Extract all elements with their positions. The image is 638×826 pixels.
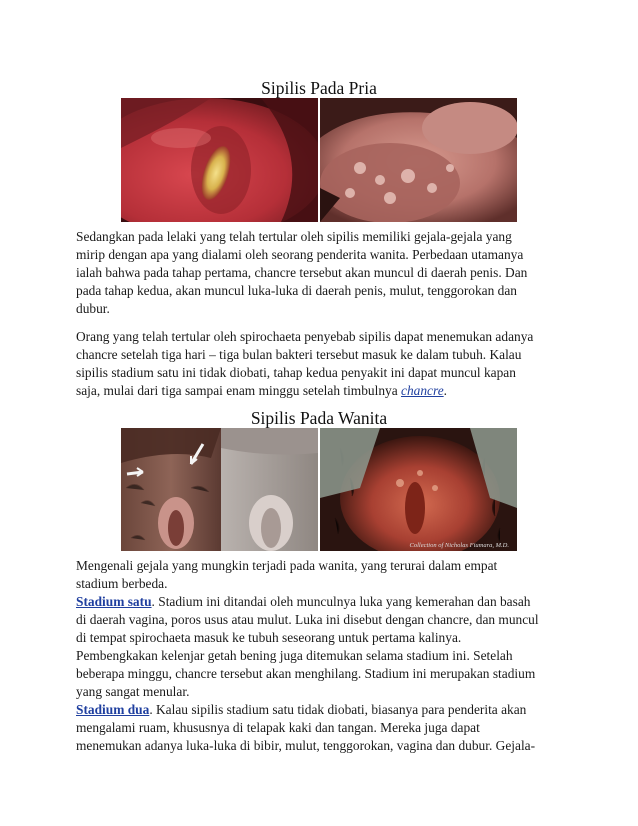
text-segment: saja, mulai dari tiga sampai enam minggu setelah timbulnya [76, 383, 402, 398]
text-line: yang sangat menular. [76, 684, 190, 699]
text-segment: . Kalau sipilis stadium satu tidak diobati, biasanya para penderita akan [149, 702, 527, 717]
paragraph-stadium-dua [76, 701, 564, 755]
stadium-satu-link[interactable]: Stadium satu [76, 594, 152, 609]
photo-row-male [121, 98, 517, 222]
text-line [76, 382, 564, 400]
text-line: di daerah vagina, poros usus atau mulut. Luka ini disebut dengan chancre, dan muncul [76, 612, 539, 627]
text-line: mengalami ruam, khususnya di telapak kaki dan tangan. Mereka juga dapat [76, 720, 480, 735]
text-line: beberapa minggu, chancre tersebut akan menghilang. Stadium ini merupakan stadium [76, 666, 536, 681]
text-line: Pembengkakan kelenjar getah bening juga ditemukan selama stadium ini. Setelah [76, 648, 513, 663]
text-line: mirip dengan apa yang dialami oleh seorang penderita wanita. Perbedaan utamanya [76, 247, 524, 262]
text-segment: . Stadium ini ditandai oleh munculnya luka yang kemerahan dan basah [151, 594, 531, 609]
text-line: pada tahap kedua, akan muncul luka-luka di daerah penis, mulut, tenggorokan dan [76, 283, 518, 298]
text-line: menemukan adanya luka-luka di bibir, mulut, tenggorokan, vagina dan dubur. Gejala- [76, 738, 536, 753]
section-title-male: Sipilis Pada Pria [261, 78, 377, 98]
chancre-link[interactable]: chancre [401, 383, 444, 398]
text-line [76, 593, 564, 611]
text-line: Mengenali gejala yang mungkin terjadi pada wanita, yang terurai dalam empat [76, 558, 498, 573]
clinical-photo-female-1 [121, 428, 318, 551]
photo-credit: Collection of Nicholas Fiumara, M.D. [409, 542, 509, 549]
clinical-photo-male-2 [320, 98, 517, 222]
text-line [76, 701, 564, 719]
text-line: di tempat spirochaeta masuk ke tubuh seseorang untuk pertama kalinya. [76, 630, 462, 645]
clinical-photo-male-1 [121, 98, 318, 222]
paragraph-male-symptoms [76, 228, 564, 318]
section-title-female: Sipilis Pada Wanita [250, 408, 388, 428]
text-line: Orang yang telah tertular oleh spirochaeta penyebab sipilis dapat menemukan adanya [76, 329, 534, 344]
text-line: Sedangkan pada lelaki yang telah tertular oleh sipilis memiliki gejala-gejala yang [76, 229, 512, 244]
text-segment: . [443, 383, 448, 398]
photo-row-female [121, 428, 517, 551]
text-line: sipilis stadium satu ini tidak diobati, tahap kedua penyakit ini dapat muncul kapan [76, 365, 516, 380]
paragraph-female-intro [76, 557, 564, 701]
text-line: ialah bahwa pada tahap pertama, chancre tersebut akan muncul di daerah penis. Dan [76, 265, 528, 280]
paragraph-male-incubation [76, 328, 564, 400]
stadium-dua-link[interactable]: Stadium dua [76, 702, 150, 717]
clinical-photo-female-2 [320, 428, 517, 551]
text-line: dubur. [76, 301, 110, 316]
text-line: stadium berbeda. [76, 576, 168, 591]
text-line: chancre setelah tiga hari – tiga bulan bakteri tersebut masuk ke dalam tubuh. Kalau [76, 347, 522, 362]
